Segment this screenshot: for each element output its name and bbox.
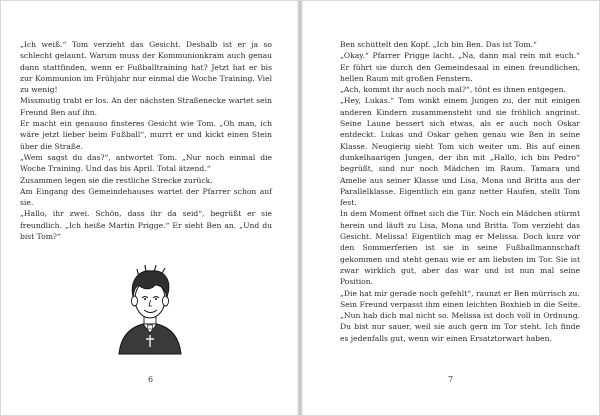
left-page-text — [20, 39, 272, 242]
page-number: 7 — [448, 375, 454, 384]
right-page-text — [340, 39, 580, 344]
paragraph: „Die hat mir gerade noch gefehlt“, raunzt er Ben mürrisch zu. — [340, 288, 580, 298]
paragraph: Missmutig trabt er los. An der nächsten Straßenecke wartet sein Freund Ben auf ihn. — [20, 96, 272, 117]
paragraph: In dem Moment öffnet sich die Tür. Noch ein Mädchen stürmt herein und läuft zu Lisa, Mona und Britta. Tom verzieht das Gesicht. Melissa! Eigentlich mag er Melissa. Doch kurz vor den Sommerferien ist sie in seine Fußballmannschaft gekommen und steht genau wie er am liebsten im Tor. Sie ist zwar wirklich gut, aber das war und ist nun mal seine Position. — [340, 209, 580, 287]
paragraph: Sein Freund verpasst ihm einen leichten Boxhieb in die Seite. „Nun hab dich mal nicht so. Melissa ist doch voll in Ordnung. Du bist nur sauer, weil sie auch gern im Tor steht. Ich finde es jedenfalls gut, wenn wir einen Ersatztorwart haben. — [340, 299, 580, 343]
paragraph: Ben schüttelt den Kopf. „Ich bin Ben. Das ist Tom.“ — [340, 40, 537, 49]
priest-illustration — [113, 263, 187, 355]
paragraph: Am Eingang des Gemeindehauses wartet der Pfarrer schon auf sie. — [20, 186, 272, 208]
right-page — [303, 1, 599, 415]
page-number: 6 — [148, 375, 154, 384]
paragraph: „Okay.“ Pfarrer Prigge lacht. „Na, dann mal rein mit euch.“ Er führt sie durch den Gemeindesaal in einen freundlichen, hellen Raum mit großen Fenstern. — [340, 51, 580, 83]
left-page — [1, 1, 297, 415]
book-spread — [1, 1, 599, 415]
paragraph: „Wem sagst du das?“, antwortet Tom. „Nur noch einmal die Woche Training. Und das bis April. Total ätzend.“ — [20, 152, 272, 174]
paragraph: „Hallo, ihr zwei. Schön, dass ihr da seid“, begrüßt er sie freundlich. „Ich heiße Martin Prigge.“ Er sieht Ben an. „Und du bist Tom?“ — [20, 209, 272, 242]
paragraph: „Ich weiß.“ Tom verzieht das Gesicht. Deshalb ist er ja so schlecht gelaunt. Warum muss der Kommunionkram auch genau dann stattfinden, wenn er Fußballtraining hat? Jetzt hat er bis zur Kommunion im Frühjahr nur einmal die Woche Training. Viel zu wenig! — [20, 40, 272, 95]
paragraph: „Hey, Lukas.“ Tom winkt einem Jungen zu, der mit einigen anderen Kindern zusammensteht und sie fröhlich angrinst. Seine Laune bessert sich etwas, als er auch noch Oskar entdeckt. Lukas und Oskar gehen genau wie Ben in seine Klasse. Neugierig sieht Tom sich weiter um. Bis auf einen dunkelhaarigen Jungen, der ihn mit „Hallo, ich bin Pedro“ begrüßt, sind nur noch Mädchen im Raum. Tamara und Amelie aus seiner Klasse und Lisa, Mona und Britta aus der Parallelklasse. Eigentlich ein ganz netter Haufen, stellt Tom fest. — [340, 96, 580, 208]
paragraph: „Ach, kommt ihr auch noch mal?“, tönt es ihnen entgegen. — [340, 85, 566, 95]
paragraph: Er macht ein genauso finsteres Gesicht wie Tom. „Oh man, ich wäre jetzt lieber beim Fußball“, murrt er und kickt einen Stein über die Straße. — [20, 119, 272, 151]
paragraph: Zusammen legen sie die restliche Strecke zurück. — [20, 175, 213, 185]
